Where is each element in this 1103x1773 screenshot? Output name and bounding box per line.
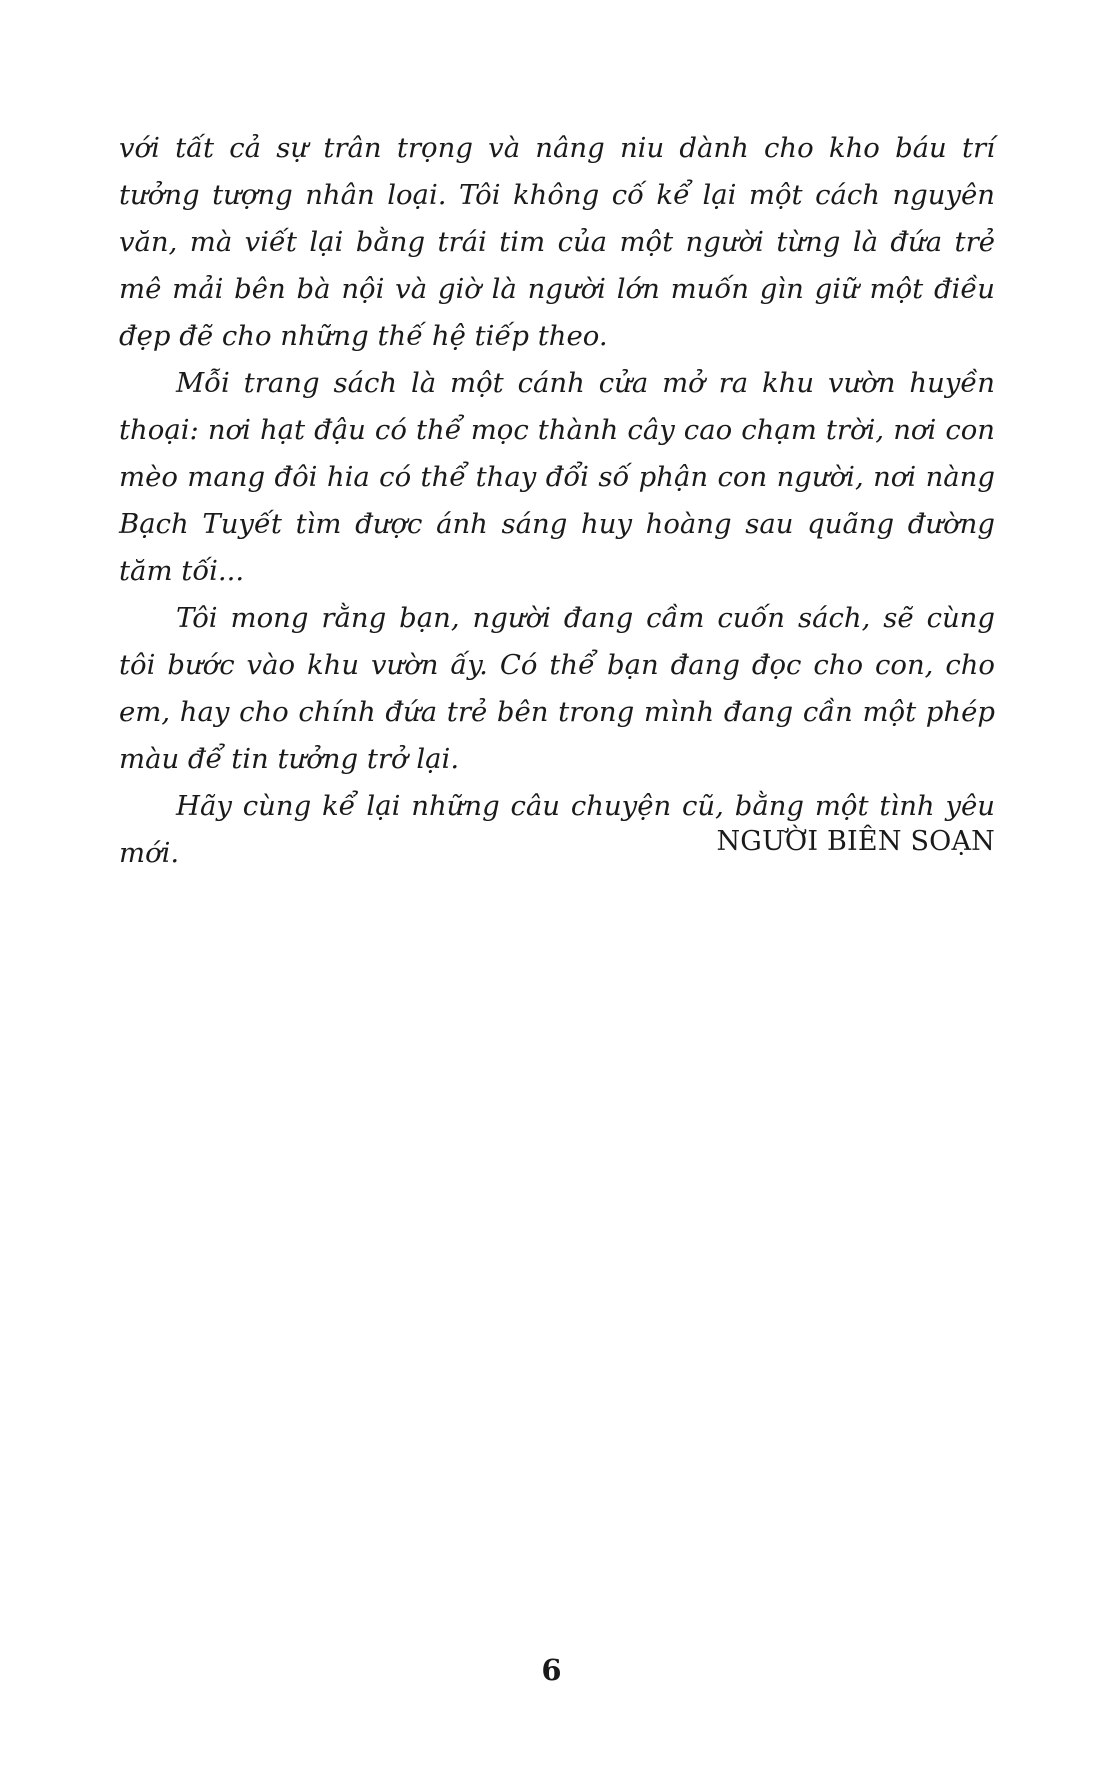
author-signature: NGƯỜI BIÊN SOẠN [716, 826, 995, 857]
paragraph-2: Mỗi trang sách là một cánh cửa mở ra khu vườn huyền thoại: nơi hạt đậu có thể mọc thành cây cao chạm trời, nơi con mèo mang đôi hia có thể thay đổi số phận con người, nơi nàng Bạch Tuyết tìm được ánh sáng huy hoàng sau quãng đường tăm tối... [119, 367, 995, 587]
page-number: 6 [541, 1653, 562, 1687]
paragraph-1: với tất cả sự trân trọng và nâng niu dành cho kho báu trí tưởng tượng nhân loại. Tôi không cố kể lại một cách nguyên văn, mà viết lại bằng trái tim của một người từng là đứa trẻ mê mải bên bà nội và giờ là người lớn muốn gìn giữ một điều đẹp đẽ cho những thế hệ tiếp theo. [119, 132, 995, 352]
body-text [119, 125, 995, 877]
paragraph-4: Hãy cùng kể lại những câu chuyện cũ, bằng một tình yêu mới. [119, 790, 995, 869]
paragraph-3: Tôi mong rằng bạn, người đang cầm cuốn sách, sẽ cùng tôi bước vào khu vườn ấy. Có thể bạn đang đọc cho con, cho em, hay cho chính đứa trẻ bên trong mình đang cần một phép màu để tin tưởng trở lại. [119, 602, 995, 775]
